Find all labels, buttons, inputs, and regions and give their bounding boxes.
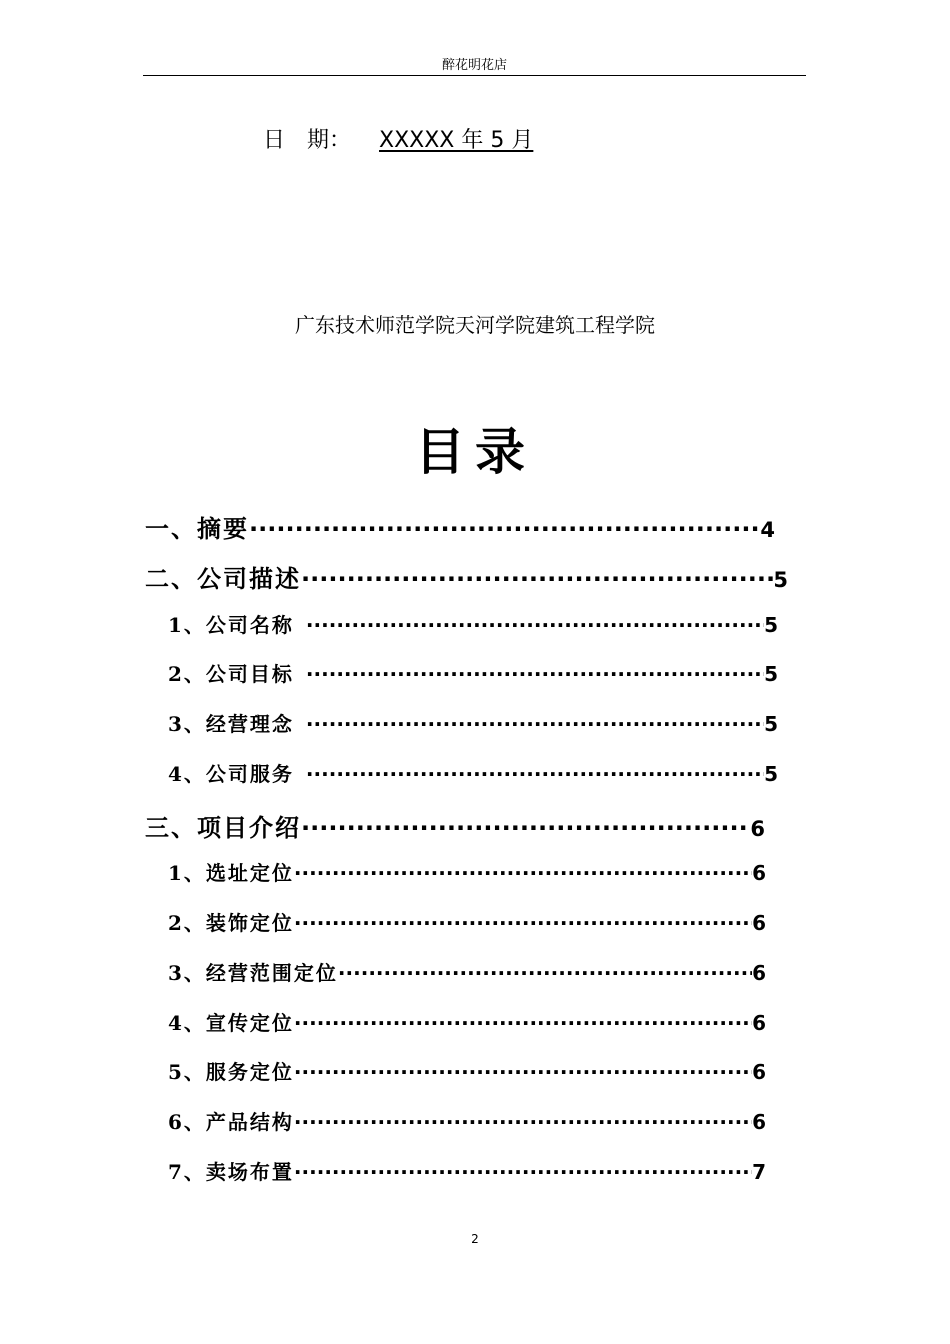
toc-entry-label: 三、项目介绍 bbox=[145, 813, 301, 842]
toc-entry-label: 4、公司服务 bbox=[168, 762, 294, 786]
toc-entry-store-layout[interactable] bbox=[168, 1156, 766, 1186]
toc-entry-business-philosophy[interactable] bbox=[168, 708, 778, 738]
toc-entry-page: 6 bbox=[752, 1060, 766, 1084]
toc-entry-label: 6、产品结构 bbox=[168, 1110, 294, 1134]
page-number: 2 bbox=[471, 1232, 479, 1246]
date-label: 日 期： bbox=[263, 128, 352, 153]
toc-entry-label: 7、卖场布置 bbox=[168, 1160, 294, 1184]
toc-entry-page: 5 bbox=[764, 762, 778, 786]
toc-entry-page: 7 bbox=[752, 1160, 766, 1184]
toc-leader-dots bbox=[294, 861, 752, 885]
toc-entry-label: 1、公司名称 bbox=[168, 613, 294, 637]
toc-leader-dots bbox=[294, 911, 752, 935]
toc-entry-page: 5 bbox=[773, 568, 788, 592]
toc-leader-dots bbox=[294, 712, 764, 736]
toc-leader-dots bbox=[294, 1110, 752, 1134]
date-value: XXXXX 年 5 月 bbox=[379, 128, 534, 153]
toc-entry-page: 6 bbox=[752, 861, 766, 885]
toc-entry-page: 4 bbox=[760, 518, 775, 542]
toc-entry-service-positioning[interactable] bbox=[168, 1056, 766, 1086]
running-header: 醉花明花店 bbox=[441, 58, 507, 73]
toc-entry-label: 2、装饰定位 bbox=[168, 911, 294, 935]
toc-entry-page: 6 bbox=[752, 1011, 766, 1035]
toc-entry-company-description[interactable] bbox=[145, 559, 788, 593]
toc-entry-label: 一、摘要 bbox=[145, 514, 249, 543]
toc-entry-decoration-positioning[interactable] bbox=[168, 907, 766, 937]
toc-entry-label: 3、经营理念 bbox=[168, 712, 294, 736]
toc-leader-dots bbox=[338, 961, 752, 985]
toc-leader-dots bbox=[294, 1011, 752, 1035]
toc-entry-company-goal[interactable] bbox=[168, 658, 778, 688]
toc-entry-promotion-positioning[interactable] bbox=[168, 1007, 766, 1037]
toc-entry-product-structure[interactable] bbox=[168, 1106, 766, 1136]
toc-entry-page: 5 bbox=[764, 662, 778, 686]
toc-entry-page: 6 bbox=[752, 911, 766, 935]
toc-entry-company-services[interactable] bbox=[168, 758, 778, 788]
toc-entry-page: 6 bbox=[752, 1110, 766, 1134]
institution-name: 广东技术师范学院天河学院建筑工程学院 bbox=[295, 313, 655, 337]
toc-entry-project-introduction[interactable] bbox=[145, 808, 765, 842]
toc-leader-dots bbox=[294, 613, 764, 637]
toc-entry-abstract[interactable] bbox=[145, 509, 775, 543]
toc-entry-label: 2、公司目标 bbox=[168, 662, 294, 686]
toc-entry-business-scope-positioning[interactable] bbox=[168, 957, 766, 987]
toc-entry-label: 5、服务定位 bbox=[168, 1060, 294, 1084]
toc-leader-dots bbox=[294, 762, 764, 786]
toc-title: 目录 bbox=[415, 422, 535, 481]
toc-entry-site-positioning[interactable] bbox=[168, 857, 766, 887]
toc-entry-page: 6 bbox=[750, 817, 765, 841]
toc-entry-page: 6 bbox=[752, 961, 766, 985]
toc-entry-label: 3、经营范围定位 bbox=[168, 961, 338, 985]
toc-leader-dots bbox=[301, 565, 773, 593]
toc-leader-dots bbox=[294, 662, 764, 686]
toc-leader-dots bbox=[301, 814, 750, 842]
toc-entry-page: 5 bbox=[764, 712, 778, 736]
toc-entry-label: 二、公司描述 bbox=[145, 564, 301, 593]
toc-leader-dots bbox=[294, 1060, 752, 1084]
toc-leader-dots bbox=[294, 1160, 752, 1184]
toc-entry-label: 4、宣传定位 bbox=[168, 1011, 294, 1035]
toc-leader-dots bbox=[249, 515, 760, 543]
toc-entry-label: 1、选址定位 bbox=[168, 861, 294, 885]
toc-entry-page: 5 bbox=[764, 613, 778, 637]
toc-entry-company-name[interactable] bbox=[168, 609, 778, 639]
